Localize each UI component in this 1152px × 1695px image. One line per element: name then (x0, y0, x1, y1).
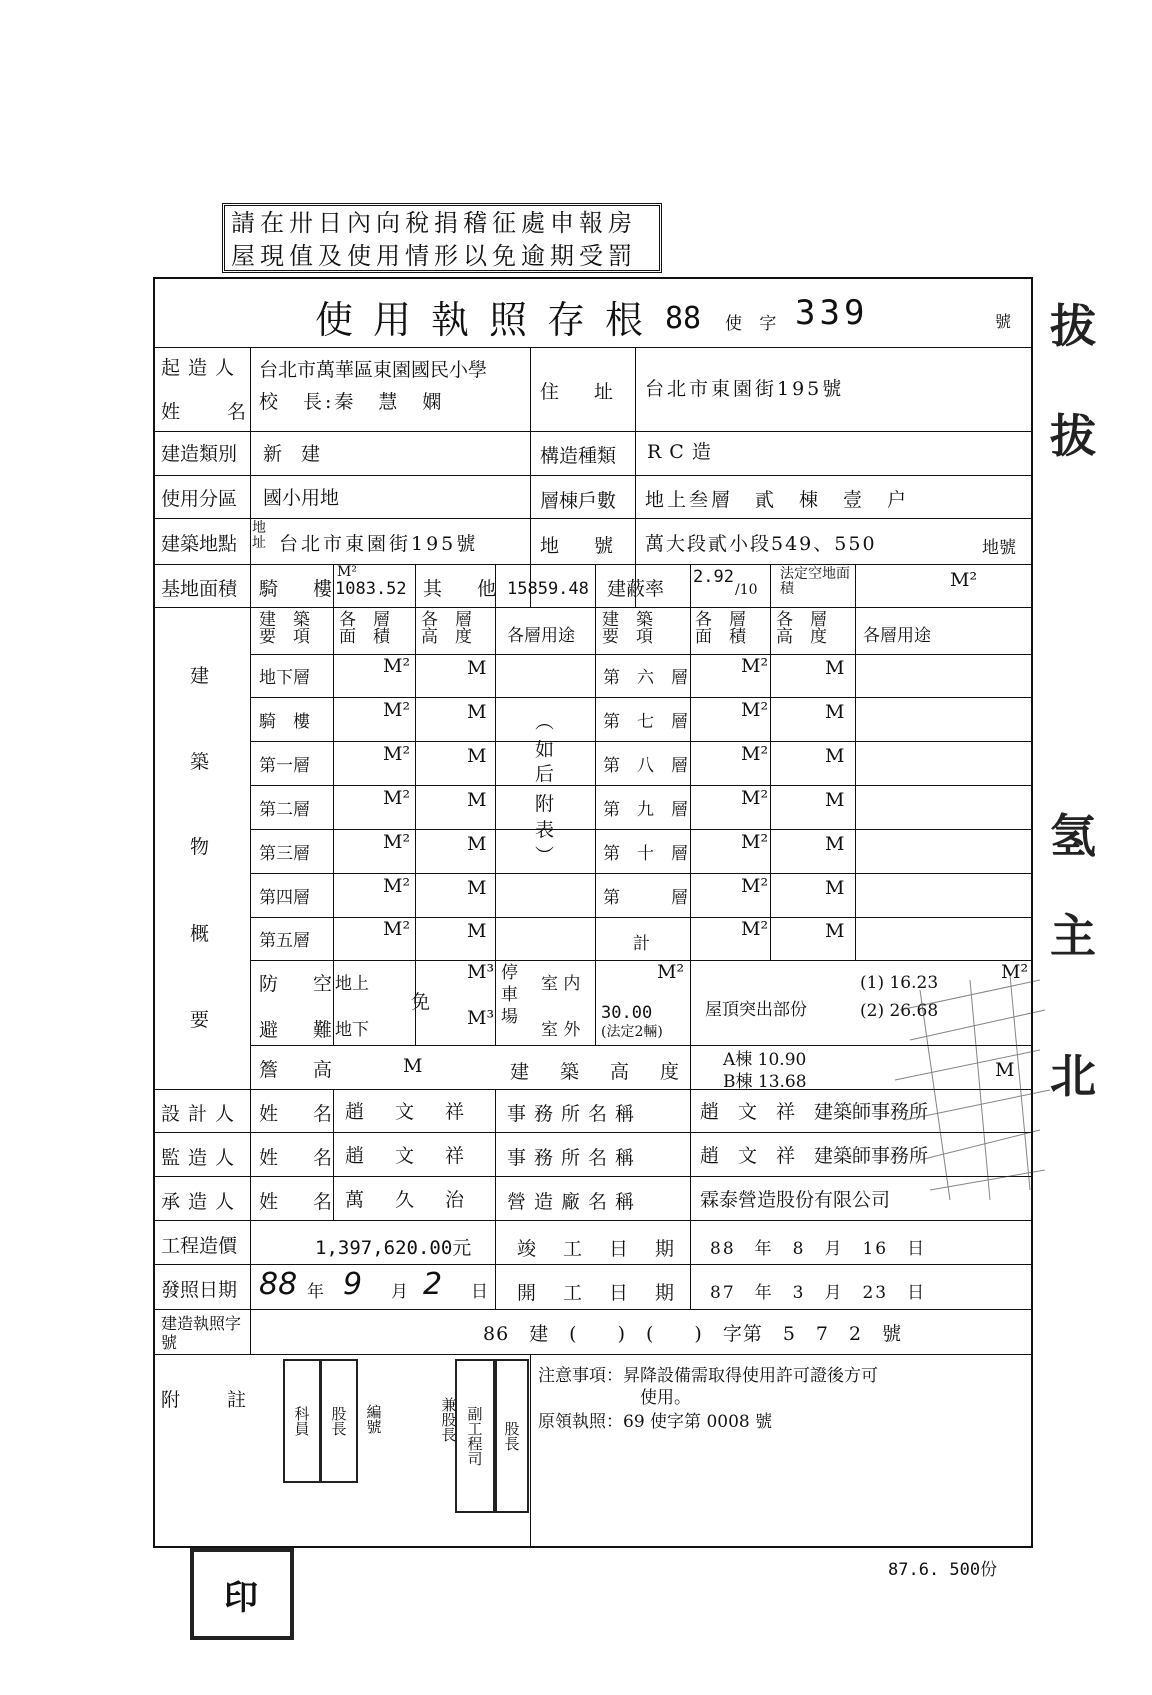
designer-name-label: 姓 名 (259, 1103, 341, 1125)
unit-m2: M² (741, 787, 769, 809)
unit-m2: M² (657, 961, 685, 983)
issue-day-label: 日 (471, 1282, 488, 1302)
unit-m: M (825, 745, 845, 767)
floor-6: 第 六 層 (603, 668, 688, 688)
site-addr-tag: 地址 (252, 520, 266, 551)
arcade-unit: M² (337, 564, 357, 580)
supervisor-label: 監造人 (161, 1147, 243, 1169)
unit-m2: M² (383, 655, 411, 677)
issue-year-label: 年 (307, 1282, 324, 1302)
shelter-above: 地上 (335, 974, 369, 994)
contractor-office: 霖泰營造股份有限公司 (700, 1189, 891, 1211)
issue-label: 發照日期 (161, 1279, 238, 1301)
unit-m: M (825, 920, 845, 942)
unit-m: M (467, 877, 487, 899)
designer-office: 趙 文 祥 建築師事務所 (700, 1101, 929, 1123)
permit-word: 使 字 (725, 314, 783, 334)
unit-m2: M² (383, 918, 411, 940)
contractor-name: 萬 久 治 (345, 1189, 471, 1211)
struct-value: RC造 (647, 441, 719, 463)
unit-m: M (825, 657, 845, 679)
attached-char: ︵ (535, 711, 555, 733)
unit-m3: M³ (467, 1007, 495, 1029)
parking-legal: (法定2輛) (601, 1024, 663, 1040)
floor-9: 第 九 層 (603, 800, 688, 820)
owner-label-2: 姓 名 (161, 401, 261, 423)
unit-m2: M² (741, 831, 769, 853)
supervisor-name-label: 姓 名 (259, 1147, 341, 1169)
hdr-height-left: 各 層 高 度 (421, 610, 472, 647)
hdr-use-right: 各層用途 (863, 626, 931, 646)
unit-m2: M² (383, 699, 411, 721)
unit-m2: M² (741, 875, 769, 897)
section-char-5: 要 (190, 1009, 210, 1031)
lot-value: 萬大段貳小段549、550 (645, 533, 877, 555)
roof-value-2: (2) 26.68 (860, 1001, 939, 1021)
unit-m: M (825, 701, 845, 723)
seal-smudge (890, 970, 1050, 1210)
supervisor-office: 趙 文 祥 建築師事務所 (700, 1145, 929, 1167)
section-char-4: 概 (190, 923, 210, 945)
eave-label: 簷 高 (259, 1059, 341, 1081)
open-space-unit: M² (950, 569, 978, 591)
height-b: B棟 13.68 (723, 1072, 807, 1092)
parking-label: 停車場 (501, 963, 518, 1027)
floor-1: 第一層 (259, 756, 310, 776)
issue-month-label: 月 (391, 1282, 408, 1302)
contractor-office-label: 營造廠名稱 (507, 1191, 643, 1213)
hdr-item-right: 建 築 要 項 (602, 610, 653, 647)
lot-suffix: 地號 (982, 538, 1016, 558)
permit-year: 88 (665, 301, 702, 336)
notice-box (222, 203, 662, 273)
section-char-3: 物 (190, 836, 210, 858)
coverage-value: 2.92 (693, 567, 734, 587)
floor-5: 第五層 (259, 931, 310, 951)
parking-indoor: 室 内 (541, 974, 581, 994)
floor-7: 第 七 層 (603, 712, 688, 732)
floor-10: 第 十 層 (603, 844, 688, 864)
stamp-clerk: 科員 (283, 1359, 321, 1483)
unit-m: M (467, 745, 487, 767)
side-char-3: 氢 (1050, 809, 1096, 863)
floor-2: 第二層 (259, 800, 310, 820)
unit-m2: M² (741, 699, 769, 721)
supervisor-office-label: 事務所名稱 (507, 1147, 643, 1169)
build-permit-label: 建造執照字 號 (161, 1314, 258, 1352)
unit-m: M (467, 789, 487, 811)
floor-b1: 地下層 (259, 668, 310, 688)
remark-label: 附 註 (161, 1389, 261, 1411)
unit-m: M (825, 789, 845, 811)
issue-day: 2 (423, 1267, 443, 1302)
shelter-label-2: 避 難 (259, 1019, 341, 1041)
unit-m: M (467, 833, 487, 855)
eave-unit: M (403, 1055, 423, 1077)
zone-value: 國小用地 (263, 487, 340, 509)
build-permit-value: 86 建 ( ) ( ) 字第 5 7 2 號 (483, 1323, 903, 1345)
stamp-acting-chief: 兼股長 (439, 1396, 458, 1442)
issue-month: 9 (343, 1267, 363, 1302)
hdr-use-left: 各層用途 (507, 626, 575, 646)
roof-value-1: (1) 16.23 (860, 973, 939, 993)
type-value: 新 建 (263, 443, 321, 465)
coverage-label: 建蔽率 (607, 578, 665, 600)
owner-name-1: 台北市萬華區東園國民小學 (259, 359, 488, 381)
side-char-1: 拔 (1050, 299, 1096, 353)
contractor-name-label: 姓 名 (259, 1191, 341, 1213)
unit-m2: M² (383, 831, 411, 853)
unit-m2: M² (383, 875, 411, 897)
floor-3: 第三層 (259, 844, 310, 864)
floor-other: 第 層 (603, 888, 688, 908)
start-label: 開 工 日 期 (517, 1282, 679, 1304)
unit-m2: M² (383, 787, 411, 809)
remark-note-1: 注意事項：昇降設備需取得使用許可證後方可 (538, 1366, 878, 1386)
unit-m: M (467, 920, 487, 942)
notice-line-2: 屋現值及使用情形以免逾期受罰 (231, 242, 637, 270)
unit-m: M (467, 657, 487, 679)
unit-m2: M² (741, 918, 769, 940)
designer-name: 趙 文 祥 (345, 1101, 471, 1123)
building-height-label: 建 築 高 度 (510, 1061, 686, 1083)
shelter-exempt: 免 (411, 991, 431, 1013)
floor-arcade: 騎 樓 (259, 712, 310, 732)
attached-char: 表 (535, 819, 555, 841)
floor-4: 第四層 (259, 888, 310, 908)
completion-label: 竣 工 日 期 (517, 1238, 679, 1260)
notice-line-1: 請在卅日內向稅捐稽征處申報房 (231, 209, 637, 237)
height-unit: M (995, 1059, 1015, 1081)
attached-char: 如 (535, 739, 555, 761)
unit-m2: M² (741, 655, 769, 677)
form-title: 使用執照存根 (315, 298, 664, 342)
roof-label: 屋頂突出部份 (705, 1000, 807, 1020)
official-seal-stamp: 印 (190, 1548, 294, 1640)
hdr-height-right: 各 層 高 度 (776, 610, 827, 647)
lot-label: 地 號 (540, 535, 622, 557)
floors-value: 地上叁層 貳 棟 壹 户 (645, 489, 910, 511)
unit-m: M (825, 877, 845, 899)
supervisor-name: 趙 文 祥 (345, 1145, 471, 1167)
parking-outdoor: 室 外 (541, 1020, 581, 1040)
shelter-label-1: 防 空 (259, 973, 341, 995)
issue-year: 88 (259, 1267, 298, 1302)
unit-m: M (467, 701, 487, 723)
address-label: 住 址 (540, 381, 622, 403)
struct-label: 構造種類 (540, 445, 617, 467)
unit-m2: M² (741, 743, 769, 765)
owner-label: 起造人 (161, 357, 243, 379)
arcade-value: 1083.52 (335, 579, 407, 599)
unit-m2: M² (1001, 961, 1029, 983)
attached-char: 后 (535, 763, 555, 785)
stamp-section: 股長 (495, 1359, 529, 1513)
coverage-denominator: /10 (735, 582, 758, 598)
zone-label: 使用分區 (161, 488, 238, 510)
permit-number: 339 (795, 293, 869, 333)
contractor-label: 承造人 (161, 1191, 243, 1213)
open-space-label: 法定空地面積 (780, 566, 850, 597)
side-char-5: 北 (1050, 1049, 1096, 1103)
hdr-area-left: 各 層 面 積 (339, 610, 390, 647)
section-char-2: 築 (190, 751, 210, 773)
designer-office-label: 事務所名稱 (507, 1103, 643, 1125)
owner-name-2: 校 長:秦 慧 嫻 (259, 391, 445, 413)
side-char-4: 主 (1050, 909, 1096, 963)
permit-form (153, 277, 1033, 1548)
section-char-1: 建 (190, 665, 210, 687)
hdr-area-right: 各 層 面 積 (695, 610, 746, 647)
attached-char: ︶ (535, 845, 555, 867)
unit-m2: M² (383, 743, 411, 765)
stamp-number: 編號 (364, 1404, 383, 1434)
floor-8: 第 八 層 (603, 756, 688, 776)
site-label: 建築地點 (161, 533, 238, 555)
permit-suffix: 號 (995, 312, 1012, 331)
cost-label: 工程造價 (161, 1235, 238, 1257)
cost-value: 1,397,620.00元 (315, 1237, 472, 1259)
attached-char: 附 (535, 793, 555, 815)
type-label: 建造類別 (161, 443, 238, 465)
designer-label: 設計人 (161, 1103, 243, 1125)
other-value: 15859.48 (507, 579, 589, 599)
footer-print-info: 87.6. 500份 (888, 1560, 998, 1580)
address-value: 台北市東園街195號 (645, 378, 845, 400)
shelter-below: 地下 (335, 1020, 369, 1040)
hdr-item-left: 建 築 要 項 (259, 610, 310, 647)
parking-outdoor-value: 30.00 (601, 1003, 653, 1023)
unit-m3: M³ (467, 961, 495, 983)
stamp-chief: 股長 (320, 1359, 358, 1483)
side-char-2: 拔 (1050, 409, 1096, 463)
remark-note-2: 使用。 (640, 1388, 691, 1408)
other-label: 其 他 (423, 578, 505, 600)
unit-m: M (825, 833, 845, 855)
stamp-deputy: 副工程司 (455, 1359, 495, 1513)
start-date: 87 年 3 月 23 日 (710, 1283, 927, 1303)
arcade-label: 騎 樓 (259, 578, 341, 600)
completion-date: 88 年 8 月 16 日 (710, 1239, 927, 1259)
site-value: 台北市東園街195號 (279, 533, 479, 555)
area-label: 基地面積 (161, 578, 238, 600)
floors-label: 層棟戶數 (540, 490, 617, 512)
floor-total: 計 (633, 934, 650, 954)
height-a: A棟 10.90 (723, 1050, 807, 1070)
remark-original: 原領執照：69 使字第 0008 號 (538, 1412, 773, 1432)
